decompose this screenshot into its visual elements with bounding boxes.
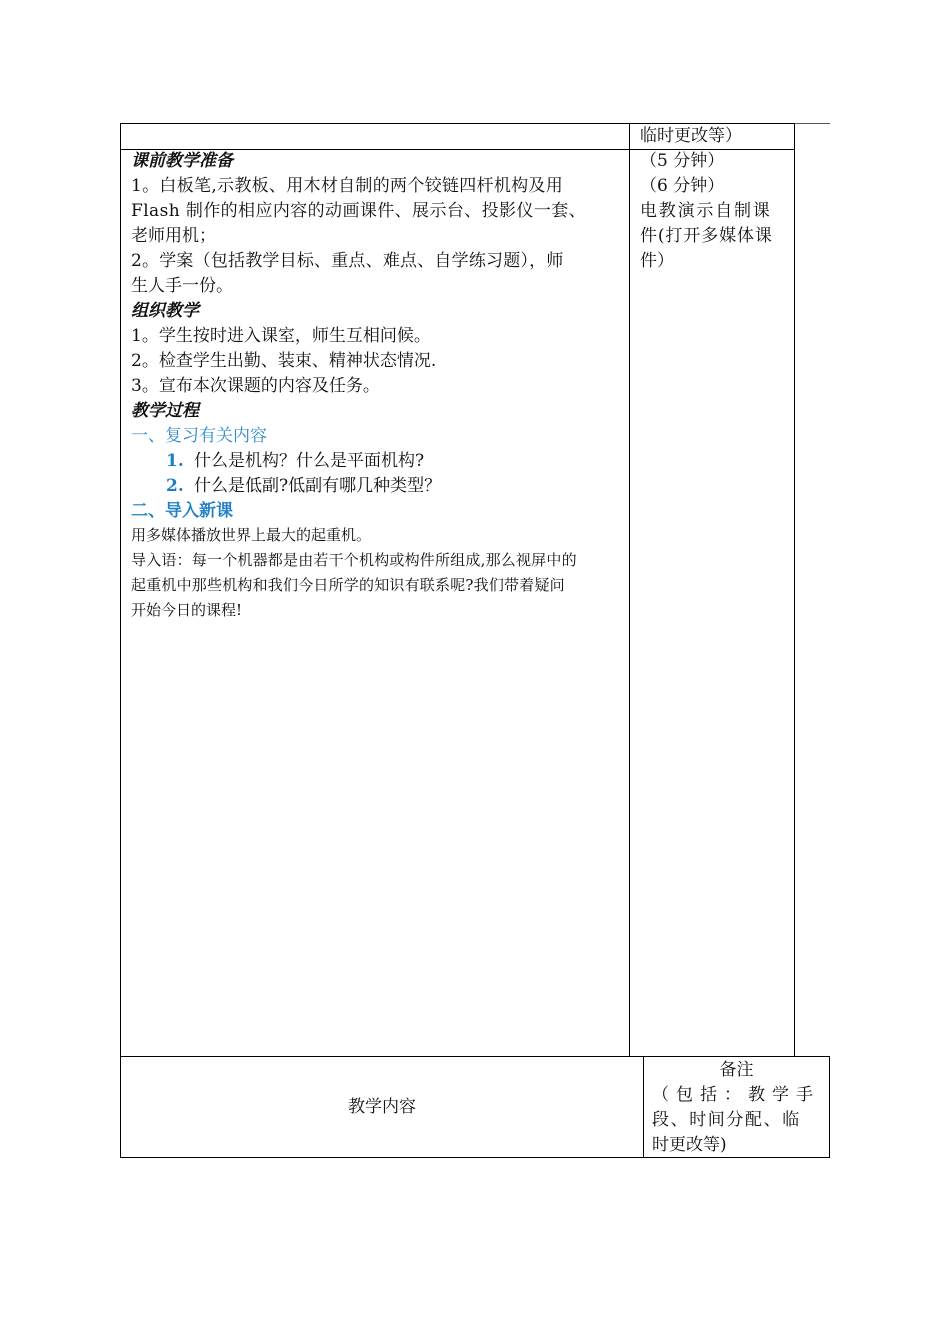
footer-note-line-1: （包括：教学手 [652, 1085, 820, 1105]
org-line-1: 1。学生按时进入课室，师生互相问候。 [131, 326, 431, 346]
footer-border-right [829, 1056, 830, 1158]
note-line-1: （5 分钟） [640, 151, 725, 171]
footer-note-title: 备注 [719, 1060, 754, 1080]
footer-note-line-3: 时更改等) [652, 1135, 727, 1155]
intro-line-4: 开始今日的课程! [131, 601, 243, 619]
review-item-text: 什么是机构？什么是平面机构? [194, 451, 425, 471]
note-line-5: 件） [640, 251, 674, 271]
section-review-title: 一、复习有关内容 [131, 426, 267, 446]
top-right-note: 临时更改等） [640, 126, 742, 146]
table-border-column-divider [629, 123, 630, 1057]
review-item [166, 449, 424, 474]
review-item-number: 2. [166, 476, 184, 496]
prep-line-4: 2。学案（包括教学目标、重点、难点、自学练习题），师 [131, 251, 564, 271]
table-border-right [794, 123, 795, 1057]
section-new-lesson-title: 二、导入新课 [131, 501, 233, 521]
org-line-2: 2。检查学生出勤、装束、精神状态情况. [131, 351, 437, 371]
heading-class-organization: 组织教学 [131, 301, 199, 321]
footer-content-header: 教学内容 [348, 1097, 416, 1117]
note-line-4: 件(打开多媒体课 [640, 226, 773, 246]
intro-line-1: 用多媒体播放世界上最大的起重机。 [131, 526, 372, 544]
prep-line-3: 老师用机； [131, 226, 216, 246]
prep-line-5: 生人手一份。 [131, 276, 233, 296]
footer-note-line-2: 段、时间分配、临 [652, 1110, 801, 1130]
review-item-number: 1. [166, 451, 184, 471]
heading-teaching-process: 教学过程 [131, 401, 199, 421]
intro-line-3: 起重机中那些机构和我们今日所学的知识有联系呢?我们带着疑问 [131, 576, 565, 594]
review-item-text: 什么是低副?低副有哪几种类型？ [194, 476, 442, 496]
prep-line-2: Flash 制作的相应内容的动画课件、展示台、投影仪一套、 [131, 201, 587, 221]
heading-pre-class-preparation: 课前教学准备 [131, 151, 233, 171]
prep-line-1: 1。白板笔,示教板、用木材自制的两个铰链四杆机构及用 [131, 176, 564, 196]
table-border-middle [120, 1056, 830, 1057]
table-border-top-extension [795, 123, 830, 124]
review-item [166, 474, 441, 499]
note-line-2: （6 分钟） [640, 176, 725, 196]
org-line-3: 3。宣布本次课题的内容及任务。 [131, 376, 380, 396]
note-line-3: 电教演示自制课 [640, 201, 772, 221]
intro-line-2: 导入语：每一个机器都是由若干个机构或构件所组成,那么视屏中的 [131, 551, 577, 569]
table-border-left [120, 123, 121, 1158]
